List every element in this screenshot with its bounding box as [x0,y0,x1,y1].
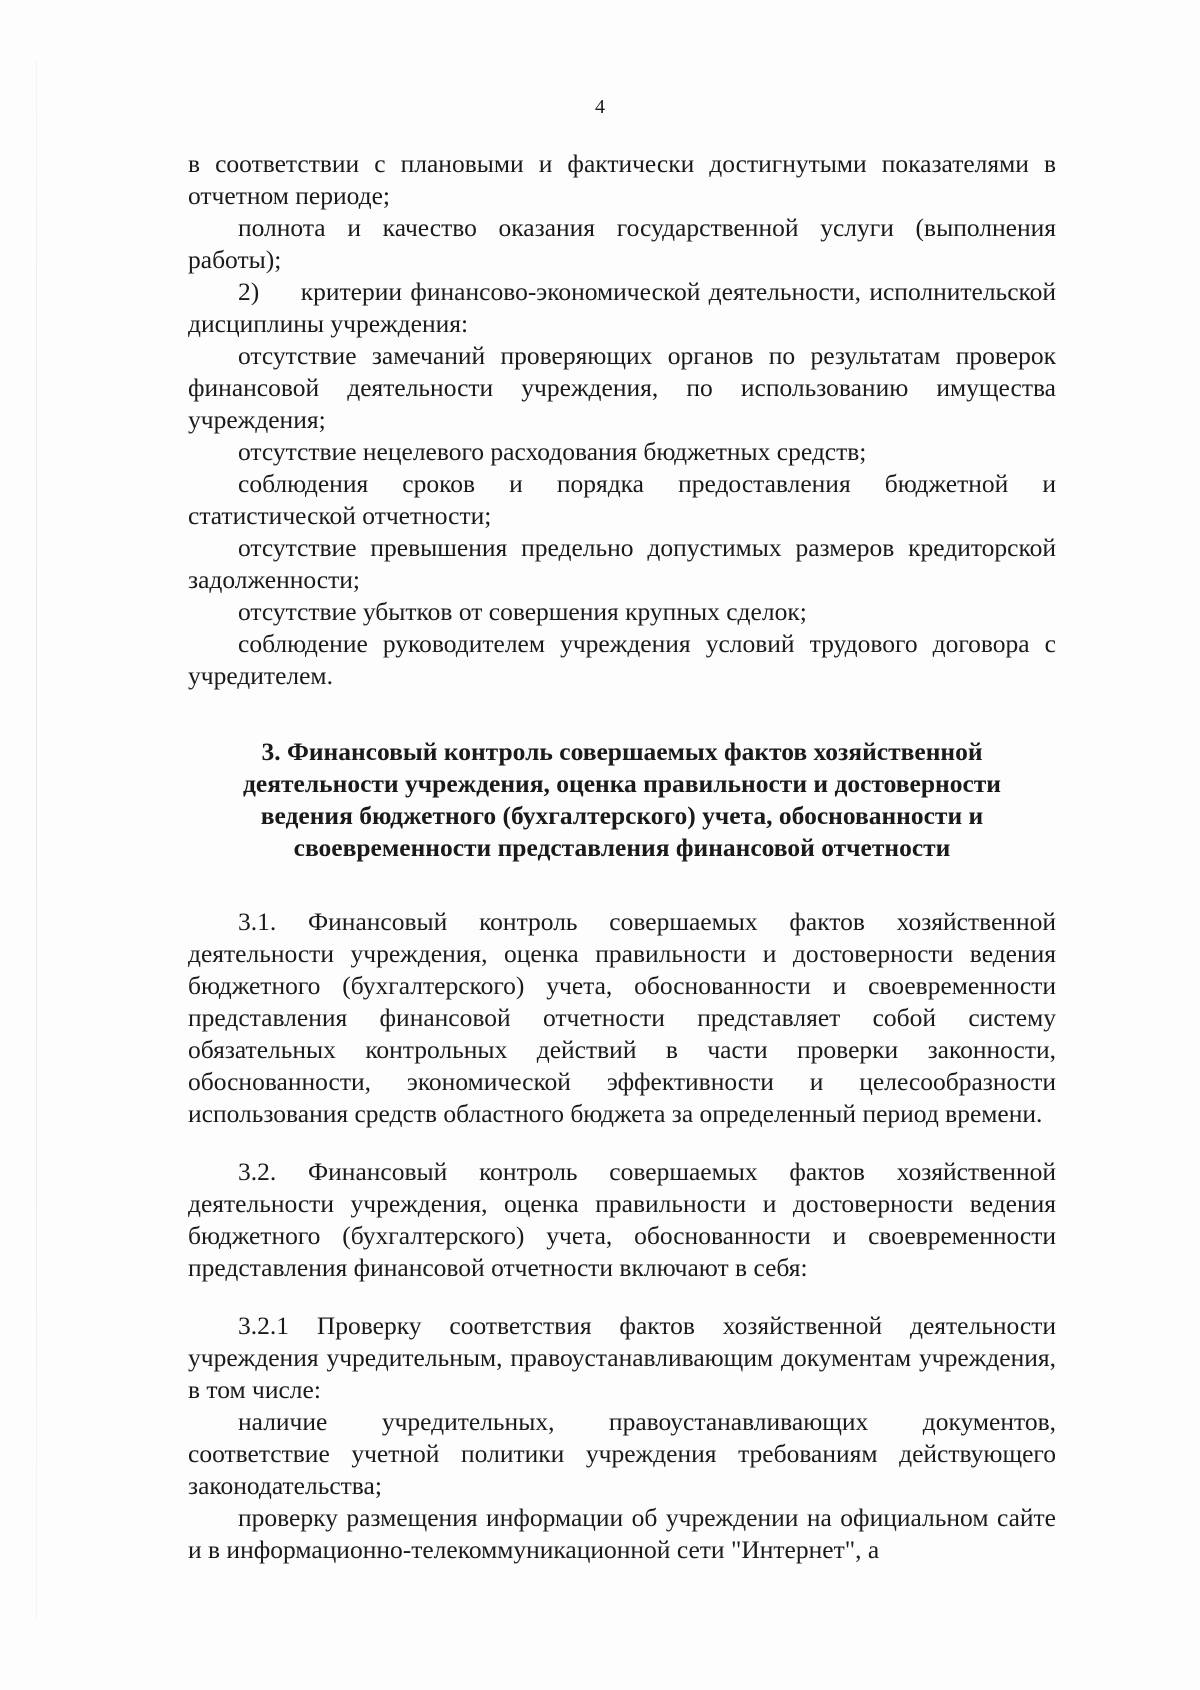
paragraph-no-remarks: отсутствие замечаний проверяющих органов по результатам проверок финансовой деятельности учреждения, по использованию имущества учреждения; [188,341,1056,434]
paragraph-3-2: 3.2. Финансовый контроль совершаемых фактов хозяйственной деятельности учреждения, оценка правильности и достоверности ведения бюджетного (бухгалтерского) учета, обоснованности и своевременности представления финансовой отчетности включают в себя: [188,1157,1056,1282]
page-number: 4 [595,96,605,118]
paragraph-criteria-2: 2) критерии финансово-экономической деятельности, исполнительской дисциплины учреждения: [188,277,1056,338]
paragraph-no-misuse: отсутствие нецелевого расходования бюджетных средств; [238,437,867,466]
paragraph-no-excess-debt: отсутствие превышения предельно допустимых размеров кредиторской задолженности; [188,533,1056,594]
paragraph-continuation: в соответствии с плановыми и фактически достигнутыми показателями в отчетном периоде; [188,149,1056,210]
scan-edge-line [36,60,37,1620]
section-heading: 3. Финансовый контроль совершаемых фактов хозяйственной деятельности учреждения, оценка правильности и достоверности ведения бюджетного (бухгалтерского) учета, обоснованности и своевременности представления финансовой отчетности [243,737,1001,862]
paragraph-website-check: проверку размещения информации об учреждении на официальном сайте и в информационно-телекоммуникационной сети "Интернет", а [188,1503,1056,1564]
paragraph-no-losses: отсутствие убытков от совершения крупных сделок; [238,597,807,626]
paragraph-labor-contract: соблюдение руководителем учреждения условий трудового договора с учредителем. [188,629,1056,690]
paragraph-3-2-1: 3.2.1 Проверку соответствия фактов хозяйственной деятельности учреждения учредительным, правоустанавливающим документам учреждения, в том числе: [188,1311,1056,1404]
paragraph-reporting-deadlines: соблюдения сроков и порядка предоставления бюджетной и статистической отчетности; [188,469,1056,530]
paragraph-founding-documents: наличие учредительных, правоустанавливающих документов, соответствие учетной политики учреждения требованиям действующего законодательства; [188,1407,1056,1500]
document-body [188,148,1056,1566]
paragraph-3-1: 3.1. Финансовый контроль совершаемых фактов хозяйственной деятельности учреждения, оценка правильности и достоверности ведения бюджетного (бухгалтерского) учета, обоснованности и своевременности представления финансовой отчетности представляет собой систему обязательных контрольных действий в части проверки законности, обоснованности, экономической эффективности и целесообразности использования средств областного бюджета за определенный период времени. [188,907,1056,1128]
paragraph-service-quality: полнота и качество оказания государственной услуги (выполнения работы); [188,213,1056,274]
